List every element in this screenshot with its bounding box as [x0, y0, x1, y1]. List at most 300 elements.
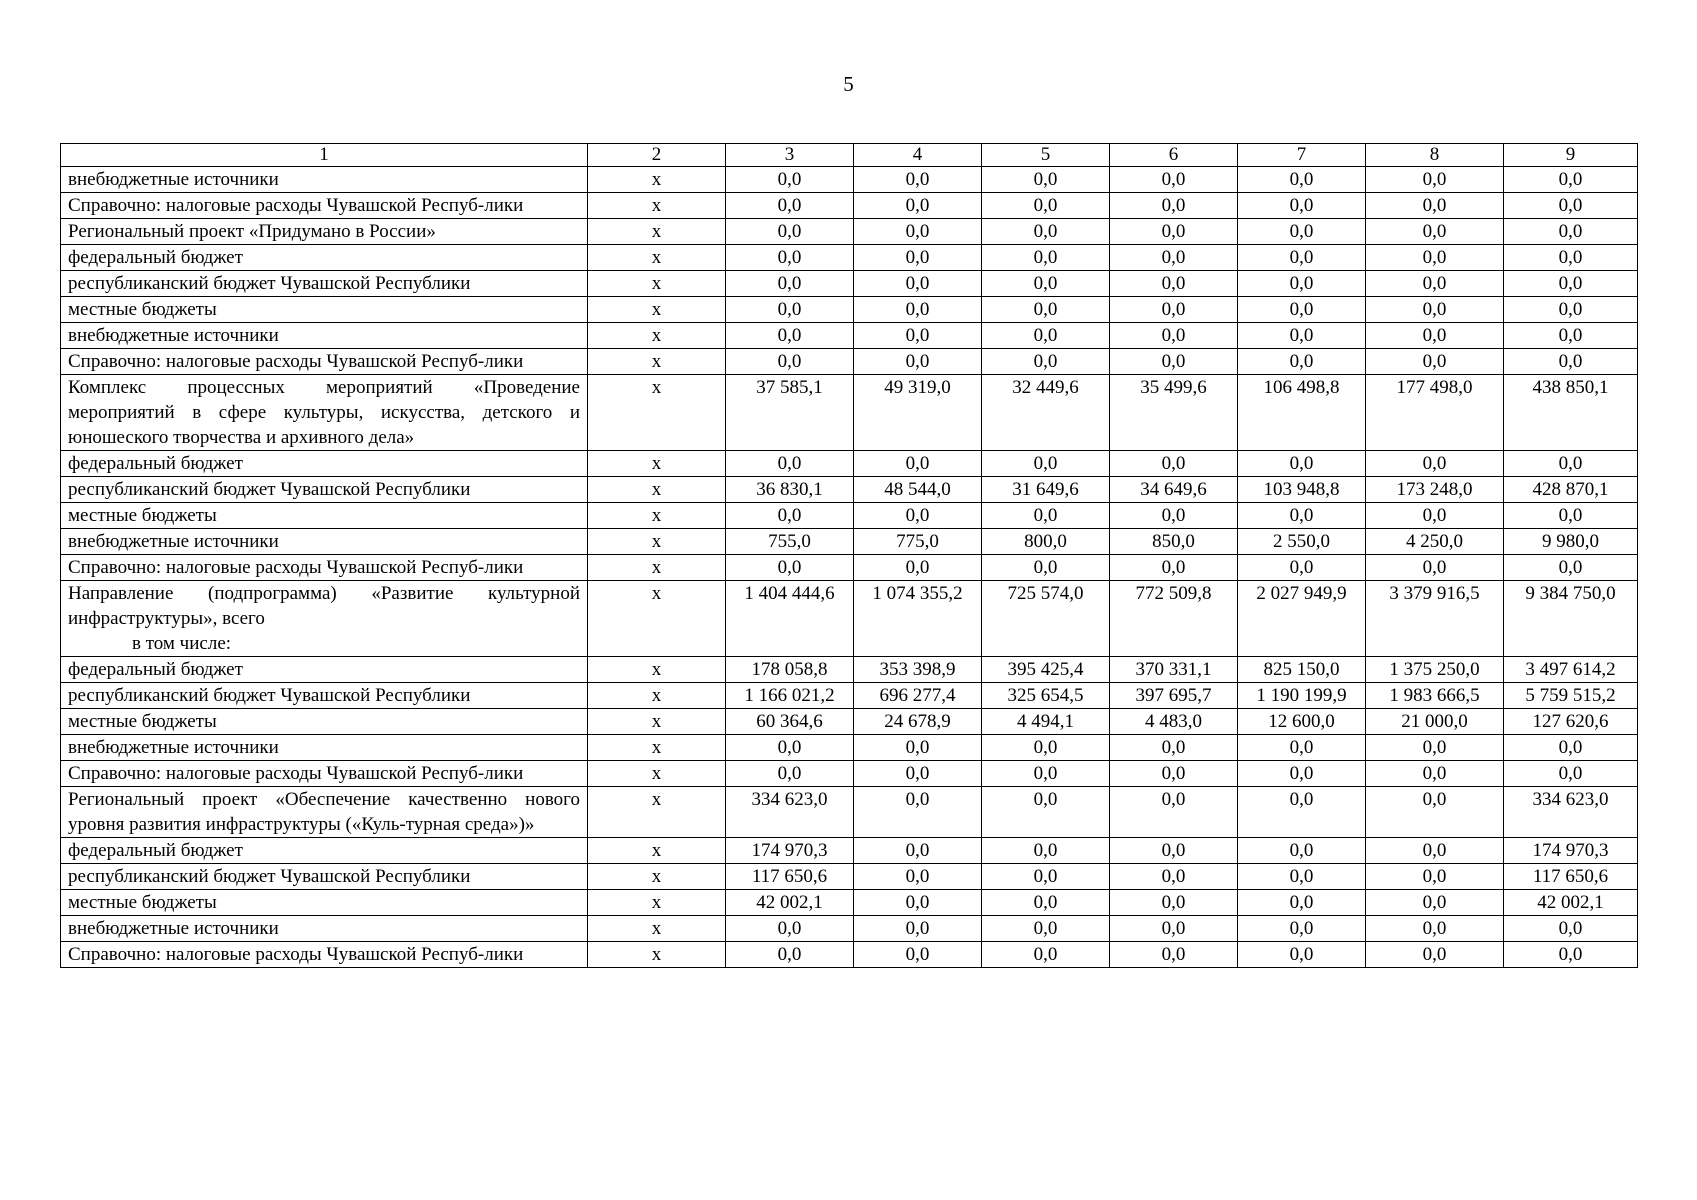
value-cell: 0,0	[1366, 349, 1504, 375]
value-cell: 0,0	[982, 323, 1110, 349]
row-label-cell	[61, 709, 588, 735]
row-label: республиканский бюджет Чувашской Республики	[68, 479, 471, 500]
value-cell: 0,0	[1110, 838, 1238, 864]
value-cell: 0,0	[726, 942, 854, 968]
value-cell: 0,0	[1110, 219, 1238, 245]
value-cell: 3 497 614,2	[1504, 657, 1638, 683]
value-cell: 0,0	[982, 271, 1110, 297]
value-cell: 0,0	[1110, 890, 1238, 916]
row-label-cell	[61, 838, 588, 864]
value-cell: 0,0	[1238, 271, 1366, 297]
value-cell: 0,0	[1366, 735, 1504, 761]
value-cell: 0,0	[1504, 503, 1638, 529]
value-cell: 0,0	[1504, 916, 1638, 942]
value-cell: 397 695,7	[1110, 683, 1238, 709]
table-row	[61, 735, 1638, 761]
value-cell: 35 499,6	[1110, 375, 1238, 451]
table-row	[61, 529, 1638, 555]
value-cell: 755,0	[726, 529, 854, 555]
value-cell: 0,0	[982, 503, 1110, 529]
value-cell: 0,0	[1110, 942, 1238, 968]
value-cell: 48 544,0	[854, 477, 982, 503]
row-label-cell	[61, 657, 588, 683]
value-cell: 173 248,0	[1366, 477, 1504, 503]
value-cell: 0,0	[1110, 864, 1238, 890]
value-cell: 850,0	[1110, 529, 1238, 555]
row-label-cell	[61, 451, 588, 477]
value-cell: 1 166 021,2	[726, 683, 854, 709]
value-cell: 106 498,8	[1238, 375, 1366, 451]
value-cell: 0,0	[1110, 245, 1238, 271]
table-row	[61, 193, 1638, 219]
value-cell: 9 980,0	[1504, 529, 1638, 555]
table-row	[61, 581, 1638, 657]
value-cell: 0,0	[726, 735, 854, 761]
row-label-cell	[61, 555, 588, 581]
table-row	[61, 761, 1638, 787]
table-row	[61, 838, 1638, 864]
value-cell: 0,0	[1366, 555, 1504, 581]
value-cell: 0,0	[854, 167, 982, 193]
row-label: внебюджетные источники	[68, 737, 279, 758]
value-cell: 0,0	[726, 271, 854, 297]
value-cell: 0,0	[1238, 942, 1366, 968]
row-label: местные бюджеты	[68, 711, 217, 732]
column-2-cell: х	[588, 167, 726, 193]
value-cell: 0,0	[726, 193, 854, 219]
value-cell: 1 983 666,5	[1366, 683, 1504, 709]
value-cell: 0,0	[982, 838, 1110, 864]
value-cell: 0,0	[1110, 323, 1238, 349]
value-cell: 0,0	[726, 761, 854, 787]
table-row	[61, 219, 1638, 245]
table-row	[61, 890, 1638, 916]
value-cell: 49 319,0	[854, 375, 982, 451]
value-cell: 24 678,9	[854, 709, 982, 735]
value-cell: 0,0	[1504, 451, 1638, 477]
column-header: 7	[1238, 144, 1366, 167]
value-cell: 0,0	[1366, 323, 1504, 349]
row-label: местные бюджеты	[68, 299, 217, 320]
table-row	[61, 709, 1638, 735]
value-cell: 0,0	[1238, 787, 1366, 838]
column-header: 8	[1366, 144, 1504, 167]
column-2-cell: х	[588, 193, 726, 219]
table-row	[61, 297, 1638, 323]
value-cell: 1 190 199,9	[1238, 683, 1366, 709]
value-cell: 9 384 750,0	[1504, 581, 1638, 657]
column-2-cell: х	[588, 838, 726, 864]
row-label-cell	[61, 890, 588, 916]
value-cell: 0,0	[1504, 297, 1638, 323]
value-cell: 0,0	[854, 890, 982, 916]
value-cell: 0,0	[854, 787, 982, 838]
row-label-cell	[61, 581, 588, 657]
value-cell: 0,0	[1504, 942, 1638, 968]
value-cell: 0,0	[1504, 245, 1638, 271]
column-2-cell: х	[588, 323, 726, 349]
row-label: местные бюджеты	[68, 505, 217, 526]
value-cell: 0,0	[982, 916, 1110, 942]
column-2-cell: х	[588, 271, 726, 297]
table-row	[61, 271, 1638, 297]
table-row	[61, 349, 1638, 375]
value-cell: 0,0	[1504, 735, 1638, 761]
row-label: внебюджетные источники	[68, 169, 279, 190]
row-label: внебюджетные источники	[68, 325, 279, 346]
column-2-cell: х	[588, 761, 726, 787]
value-cell: 325 654,5	[982, 683, 1110, 709]
value-cell: 0,0	[1366, 297, 1504, 323]
value-cell: 0,0	[726, 297, 854, 323]
column-2-cell: х	[588, 657, 726, 683]
table-row	[61, 245, 1638, 271]
table-row	[61, 167, 1638, 193]
value-cell: 36 830,1	[726, 477, 854, 503]
value-cell: 0,0	[1504, 349, 1638, 375]
row-label-cell	[61, 916, 588, 942]
row-label: Региональный проект «Обеспечение качественно нового уровня развития инфраструктуры («Куль-турная среда»)»	[68, 789, 580, 835]
row-label: Справочно: налоговые расходы Чувашской Респуб-лики	[68, 195, 524, 216]
value-cell: 0,0	[1110, 451, 1238, 477]
column-2-cell: х	[588, 683, 726, 709]
row-label-cell	[61, 245, 588, 271]
value-cell: 0,0	[982, 167, 1110, 193]
value-cell: 334 623,0	[1504, 787, 1638, 838]
column-header-row	[61, 144, 1638, 167]
row-label: Справочно: налоговые расходы Чувашской Респуб-лики	[68, 944, 524, 965]
table-row	[61, 942, 1638, 968]
value-cell: 0,0	[1110, 735, 1238, 761]
column-2-cell: х	[588, 890, 726, 916]
value-cell: 0,0	[854, 219, 982, 245]
value-cell: 0,0	[1504, 271, 1638, 297]
value-cell: 800,0	[982, 529, 1110, 555]
value-cell: 4 483,0	[1110, 709, 1238, 735]
value-cell: 0,0	[854, 864, 982, 890]
row-label-cell	[61, 375, 588, 451]
value-cell: 4 250,0	[1366, 529, 1504, 555]
column-2-cell: х	[588, 787, 726, 838]
row-label-cell	[61, 323, 588, 349]
value-cell: 117 650,6	[1504, 864, 1638, 890]
column-2-cell: х	[588, 581, 726, 657]
value-cell: 3 379 916,5	[1366, 581, 1504, 657]
value-cell: 0,0	[854, 942, 982, 968]
row-label: Направление (подпрограмма) «Развитие культурной инфраструктуры», всего	[68, 583, 580, 629]
value-cell: 0,0	[982, 297, 1110, 323]
value-cell: 0,0	[1366, 219, 1504, 245]
value-cell: 428 870,1	[1504, 477, 1638, 503]
row-label: федеральный бюджет	[68, 840, 243, 861]
value-cell: 21 000,0	[1366, 709, 1504, 735]
row-label: республиканский бюджет Чувашской Республики	[68, 685, 471, 706]
value-cell: 0,0	[726, 323, 854, 349]
value-cell: 177 498,0	[1366, 375, 1504, 451]
row-label: внебюджетные источники	[68, 531, 279, 552]
value-cell: 0,0	[1238, 245, 1366, 271]
value-cell: 0,0	[1366, 451, 1504, 477]
row-label-cell	[61, 193, 588, 219]
value-cell: 0,0	[726, 451, 854, 477]
column-2-cell: х	[588, 219, 726, 245]
value-cell: 0,0	[982, 555, 1110, 581]
value-cell: 0,0	[1238, 503, 1366, 529]
column-2-cell: х	[588, 942, 726, 968]
value-cell: 1 375 250,0	[1366, 657, 1504, 683]
table-row	[61, 503, 1638, 529]
row-label: республиканский бюджет Чувашской Республики	[68, 866, 471, 887]
value-cell: 103 948,8	[1238, 477, 1366, 503]
column-2-cell: х	[588, 297, 726, 323]
value-cell: 0,0	[1366, 942, 1504, 968]
value-cell: 0,0	[1366, 890, 1504, 916]
value-cell: 0,0	[1366, 864, 1504, 890]
value-cell: 0,0	[1366, 271, 1504, 297]
value-cell: 0,0	[1110, 349, 1238, 375]
table-row	[61, 683, 1638, 709]
row-label: внебюджетные источники	[68, 918, 279, 939]
row-label-cell	[61, 735, 588, 761]
row-label-cell	[61, 297, 588, 323]
value-cell: 0,0	[1238, 555, 1366, 581]
table-row	[61, 477, 1638, 503]
value-cell: 0,0	[1238, 735, 1366, 761]
value-cell: 0,0	[854, 916, 982, 942]
column-2-cell: х	[588, 916, 726, 942]
value-cell: 0,0	[1366, 916, 1504, 942]
value-cell: 34 649,6	[1110, 477, 1238, 503]
column-2-cell: х	[588, 864, 726, 890]
value-cell: 0,0	[854, 323, 982, 349]
page-number: 5	[843, 72, 854, 96]
value-cell: 696 277,4	[854, 683, 982, 709]
value-cell: 395 425,4	[982, 657, 1110, 683]
value-cell: 0,0	[1110, 916, 1238, 942]
row-label: федеральный бюджет	[68, 659, 243, 680]
value-cell: 0,0	[982, 451, 1110, 477]
value-cell: 0,0	[854, 245, 982, 271]
row-label: Справочно: налоговые расходы Чувашской Респуб-лики	[68, 351, 524, 372]
row-label-cell	[61, 683, 588, 709]
value-cell: 0,0	[1238, 167, 1366, 193]
table-row	[61, 555, 1638, 581]
value-cell: 0,0	[1366, 193, 1504, 219]
table-row	[61, 375, 1638, 451]
column-header: 5	[982, 144, 1110, 167]
row-label: федеральный бюджет	[68, 247, 243, 268]
value-cell: 0,0	[982, 219, 1110, 245]
value-cell: 334 623,0	[726, 787, 854, 838]
value-cell: 0,0	[726, 916, 854, 942]
value-cell: 0,0	[854, 271, 982, 297]
value-cell: 0,0	[854, 761, 982, 787]
value-cell: 0,0	[1366, 245, 1504, 271]
value-cell: 1 404 444,6	[726, 581, 854, 657]
row-label-cell	[61, 271, 588, 297]
value-cell: 0,0	[726, 503, 854, 529]
row-label-cell	[61, 477, 588, 503]
table-row	[61, 787, 1638, 838]
value-cell: 0,0	[982, 864, 1110, 890]
value-cell: 12 600,0	[1238, 709, 1366, 735]
value-cell: 0,0	[1366, 761, 1504, 787]
table-row	[61, 323, 1638, 349]
column-2-cell: х	[588, 555, 726, 581]
value-cell: 0,0	[1366, 838, 1504, 864]
value-cell: 0,0	[1504, 761, 1638, 787]
value-cell: 0,0	[1238, 761, 1366, 787]
value-cell: 0,0	[982, 942, 1110, 968]
row-label: республиканский бюджет Чувашской Республики	[68, 273, 471, 294]
column-2-cell: х	[588, 349, 726, 375]
row-label-cell	[61, 503, 588, 529]
column-header: 9	[1504, 144, 1638, 167]
value-cell: 370 331,1	[1110, 657, 1238, 683]
value-cell: 0,0	[1366, 167, 1504, 193]
value-cell: 5 759 515,2	[1504, 683, 1638, 709]
table-row	[61, 916, 1638, 942]
table-row	[61, 451, 1638, 477]
row-label-cell	[61, 761, 588, 787]
value-cell: 0,0	[1238, 219, 1366, 245]
value-cell: 0,0	[1110, 761, 1238, 787]
value-cell: 0,0	[726, 349, 854, 375]
budget-table	[60, 143, 1638, 968]
value-cell: 0,0	[1110, 271, 1238, 297]
row-label-cell	[61, 787, 588, 838]
value-cell: 0,0	[726, 245, 854, 271]
value-cell: 31 649,6	[982, 477, 1110, 503]
table-row	[61, 657, 1638, 683]
value-cell: 0,0	[1110, 193, 1238, 219]
value-cell: 37 585,1	[726, 375, 854, 451]
row-label: Справочно: налоговые расходы Чувашской Респуб-лики	[68, 763, 524, 784]
row-label: Региональный проект «Придумано в России»	[68, 221, 436, 242]
value-cell: 0,0	[1110, 787, 1238, 838]
value-cell: 0,0	[854, 349, 982, 375]
value-cell: 32 449,6	[982, 375, 1110, 451]
column-2-cell: х	[588, 503, 726, 529]
value-cell: 0,0	[854, 451, 982, 477]
value-cell: 42 002,1	[726, 890, 854, 916]
value-cell: 725 574,0	[982, 581, 1110, 657]
row-label-cell	[61, 864, 588, 890]
table-row	[61, 864, 1638, 890]
row-label: Справочно: налоговые расходы Чувашской Респуб-лики	[68, 557, 524, 578]
value-cell: 0,0	[854, 503, 982, 529]
column-2-cell: х	[588, 451, 726, 477]
row-label: Комплекс процессных мероприятий «Проведение мероприятий в сфере культуры, искусства, детского и юношеского творчества и архивного дела»	[68, 377, 580, 448]
value-cell: 0,0	[1238, 451, 1366, 477]
value-cell: 825 150,0	[1238, 657, 1366, 683]
value-cell: 127 620,6	[1504, 709, 1638, 735]
row-label-cell	[61, 942, 588, 968]
value-cell: 0,0	[726, 555, 854, 581]
value-cell: 0,0	[854, 838, 982, 864]
value-cell: 0,0	[982, 890, 1110, 916]
value-cell: 0,0	[726, 219, 854, 245]
value-cell: 174 970,3	[1504, 838, 1638, 864]
value-cell: 0,0	[982, 245, 1110, 271]
value-cell: 0,0	[1110, 555, 1238, 581]
value-cell: 0,0	[1110, 503, 1238, 529]
column-2-cell: х	[588, 245, 726, 271]
value-cell: 0,0	[854, 555, 982, 581]
value-cell: 438 850,1	[1504, 375, 1638, 451]
column-2-cell: х	[588, 709, 726, 735]
value-cell: 0,0	[1238, 349, 1366, 375]
value-cell: 0,0	[982, 735, 1110, 761]
value-cell: 2 027 949,9	[1238, 581, 1366, 657]
value-cell: 0,0	[1504, 323, 1638, 349]
value-cell: 353 398,9	[854, 657, 982, 683]
value-cell: 0,0	[854, 735, 982, 761]
value-cell: 1 074 355,2	[854, 581, 982, 657]
column-2-cell: х	[588, 375, 726, 451]
value-cell: 60 364,6	[726, 709, 854, 735]
value-cell: 0,0	[1504, 555, 1638, 581]
value-cell: 42 002,1	[1504, 890, 1638, 916]
value-cell: 0,0	[1504, 219, 1638, 245]
column-header: 1	[61, 144, 588, 167]
value-cell: 0,0	[1110, 167, 1238, 193]
column-header: 6	[1110, 144, 1238, 167]
row-sublabel: в том числе:	[132, 633, 232, 654]
value-cell: 0,0	[1238, 323, 1366, 349]
value-cell: 0,0	[1504, 193, 1638, 219]
value-cell: 0,0	[982, 349, 1110, 375]
row-label-cell	[61, 349, 588, 375]
value-cell: 0,0	[1110, 297, 1238, 323]
table-body	[61, 144, 1638, 968]
value-cell: 178 058,8	[726, 657, 854, 683]
value-cell: 0,0	[854, 193, 982, 219]
column-header: 3	[726, 144, 854, 167]
row-label: местные бюджеты	[68, 892, 217, 913]
value-cell: 0,0	[1238, 890, 1366, 916]
value-cell: 0,0	[726, 167, 854, 193]
column-2-cell: х	[588, 735, 726, 761]
value-cell: 0,0	[982, 787, 1110, 838]
row-label: федеральный бюджет	[68, 453, 243, 474]
row-label-cell	[61, 167, 588, 193]
value-cell: 0,0	[982, 193, 1110, 219]
value-cell: 0,0	[1366, 503, 1504, 529]
value-cell: 772 509,8	[1110, 581, 1238, 657]
value-cell: 0,0	[1238, 838, 1366, 864]
value-cell: 0,0	[1238, 916, 1366, 942]
value-cell: 2 550,0	[1238, 529, 1366, 555]
row-label-cell	[61, 219, 588, 245]
column-header: 4	[854, 144, 982, 167]
column-header: 2	[588, 144, 726, 167]
value-cell: 174 970,3	[726, 838, 854, 864]
value-cell: 0,0	[1366, 787, 1504, 838]
value-cell: 0,0	[982, 761, 1110, 787]
value-cell: 4 494,1	[982, 709, 1110, 735]
value-cell: 0,0	[854, 297, 982, 323]
value-cell: 0,0	[1504, 167, 1638, 193]
row-label-cell	[61, 529, 588, 555]
column-2-cell: х	[588, 477, 726, 503]
value-cell: 775,0	[854, 529, 982, 555]
value-cell: 117 650,6	[726, 864, 854, 890]
value-cell: 0,0	[1238, 297, 1366, 323]
value-cell: 0,0	[1238, 864, 1366, 890]
column-2-cell: х	[588, 529, 726, 555]
value-cell: 0,0	[1238, 193, 1366, 219]
